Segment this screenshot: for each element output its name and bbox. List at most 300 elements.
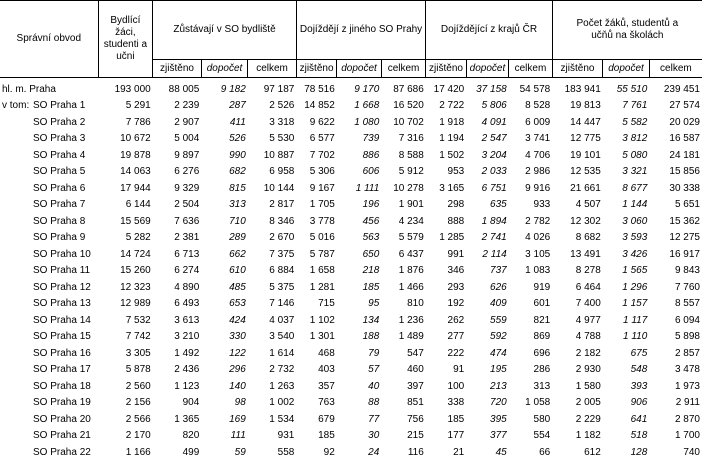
cell-value: 1 489 xyxy=(381,329,426,346)
subheader-calc: dopočet xyxy=(466,60,508,78)
header-commute-so: Dojíždějí z jiného SO Prahy xyxy=(296,1,425,60)
cell-value: 177 xyxy=(426,428,466,445)
cell-value: 5 582 xyxy=(603,115,650,132)
district-label xyxy=(0,78,98,99)
cell-value: 4 234 xyxy=(381,214,426,231)
subheader-total: celkem xyxy=(248,60,297,78)
cell-value: 1 117 xyxy=(603,313,650,330)
district-label xyxy=(0,313,98,330)
cell-value: 30 xyxy=(337,428,382,445)
cell-value: 2 504 xyxy=(153,197,202,214)
cell-value: 1 110 xyxy=(603,329,650,346)
cell-value: 4 507 xyxy=(552,197,603,214)
cell-value: 37 158 xyxy=(466,78,508,99)
table-row xyxy=(0,379,702,396)
cell-value: 2 986 xyxy=(509,164,553,181)
cell-value: 5 787 xyxy=(296,247,336,264)
cell-value: 338 xyxy=(426,395,466,412)
cell-value: 610 xyxy=(201,263,248,280)
table-row xyxy=(0,263,702,280)
cell-value: 3 305 xyxy=(98,346,153,363)
cell-value: 122 xyxy=(201,346,248,363)
district-name: SO Praha 17 xyxy=(33,364,91,375)
cell-value: 14 447 xyxy=(552,115,603,132)
cell-value: 289 xyxy=(201,230,248,247)
cell-value: 87 686 xyxy=(381,78,426,99)
cell-value: 675 xyxy=(603,346,650,363)
table-row xyxy=(0,181,702,198)
table-row xyxy=(0,313,702,330)
cell-value: 17 944 xyxy=(98,181,153,198)
cell-value: 1 705 xyxy=(296,197,336,214)
cell-value: 2 560 xyxy=(98,379,153,396)
cell-value: 2 741 xyxy=(466,230,508,247)
cell-value: 474 xyxy=(466,346,508,363)
cell-value: 1 111 xyxy=(337,181,382,198)
table-row xyxy=(0,247,702,264)
cell-value: 5 306 xyxy=(296,164,336,181)
district-label xyxy=(0,181,98,198)
cell-value: 888 xyxy=(426,214,466,231)
district-label xyxy=(0,115,98,132)
cell-value: 626 xyxy=(466,280,508,297)
cell-value: 5 291 xyxy=(98,98,153,115)
cell-value: 499 xyxy=(153,445,202,461)
table-row xyxy=(0,78,702,99)
cell-value: 851 xyxy=(381,395,426,412)
cell-value: 720 xyxy=(466,395,508,412)
cell-value: 2 033 xyxy=(466,164,508,181)
cell-value: 821 xyxy=(509,313,553,330)
cell-value: 1 466 xyxy=(381,280,426,297)
cell-value: 185 xyxy=(296,428,336,445)
district-label xyxy=(0,379,98,396)
cell-value: 1 296 xyxy=(603,280,650,297)
cell-value: 12 302 xyxy=(552,214,603,231)
cell-value: 14 063 xyxy=(98,164,153,181)
district-name: SO Praha 11 xyxy=(33,265,90,276)
cell-value: 7 702 xyxy=(296,148,336,165)
cell-value: 116 xyxy=(381,445,426,461)
district-label xyxy=(0,280,98,297)
cell-value: 6 276 xyxy=(153,164,202,181)
cell-value: 662 xyxy=(201,247,248,264)
cell-value: 15 569 xyxy=(98,214,153,231)
cell-value: 169 xyxy=(201,412,248,429)
cell-value: 886 xyxy=(337,148,382,165)
table-row xyxy=(0,148,702,165)
cell-value: 2 229 xyxy=(552,412,603,429)
cell-value: 3 060 xyxy=(603,214,650,231)
cell-value: 78 516 xyxy=(296,78,336,99)
cell-value: 15 260 xyxy=(98,263,153,280)
cell-value: 2 436 xyxy=(153,362,202,379)
cell-value: 4 037 xyxy=(248,313,297,330)
cell-value: 6 751 xyxy=(466,181,508,198)
cell-value: 612 xyxy=(552,445,603,461)
cell-value: 12 775 xyxy=(552,131,603,148)
cell-value: 30 338 xyxy=(649,181,702,198)
cell-value: 17 420 xyxy=(426,78,466,99)
cell-value: 8 528 xyxy=(509,98,553,115)
cell-value: 1 182 xyxy=(552,428,603,445)
cell-value: 580 xyxy=(509,412,553,429)
cell-value: 2 907 xyxy=(153,115,202,132)
cell-value: 5 912 xyxy=(381,164,426,181)
header-commute-region: Dojíždějící z krajů ČR xyxy=(426,1,552,60)
cell-value: 16 917 xyxy=(649,247,702,264)
subheader-found: zjištěno xyxy=(153,60,202,78)
cell-value: 79 xyxy=(337,346,382,363)
cell-value: 239 451 xyxy=(649,78,702,99)
cell-value: 13 491 xyxy=(552,247,603,264)
cell-value: 739 xyxy=(337,131,382,148)
district-name: SO Praha 13 xyxy=(33,298,91,309)
cell-value: 1 263 xyxy=(248,379,297,396)
cell-value: 330 xyxy=(201,329,248,346)
cell-value: 14 724 xyxy=(98,247,153,264)
table-row xyxy=(0,346,702,363)
district-name: SO Praha 19 xyxy=(33,397,91,408)
cell-value: 9 622 xyxy=(296,115,336,132)
cell-value: 1 492 xyxy=(153,346,202,363)
cell-value: 710 xyxy=(201,214,248,231)
cell-value: 456 xyxy=(337,214,382,231)
district-name: SO Praha 18 xyxy=(33,381,91,392)
district-name: SO Praha 21 xyxy=(33,430,91,441)
cell-value: 7 636 xyxy=(153,214,202,231)
header-students xyxy=(98,1,153,78)
cell-value: 518 xyxy=(603,428,650,445)
cell-value: 5 530 xyxy=(248,131,297,148)
cell-value: 6 884 xyxy=(248,263,297,280)
cell-value: 5 282 xyxy=(98,230,153,247)
district-name: SO Praha 14 xyxy=(33,315,91,326)
cell-value: 737 xyxy=(466,263,508,280)
cell-value: 2 670 xyxy=(248,230,297,247)
cell-value: 2 722 xyxy=(426,98,466,115)
subheader-calc: dopočet xyxy=(201,60,248,78)
cell-value: 54 578 xyxy=(509,78,553,99)
cell-value: 635 xyxy=(466,197,508,214)
cell-value: 8 557 xyxy=(649,296,702,313)
cell-value: 9 167 xyxy=(296,181,336,198)
cell-value: 91 xyxy=(426,362,466,379)
cell-value: 460 xyxy=(381,362,426,379)
cell-value: 55 510 xyxy=(603,78,650,99)
cell-value: 12 989 xyxy=(98,296,153,313)
cell-value: 10 672 xyxy=(98,131,153,148)
cell-value: 193 000 xyxy=(98,78,153,99)
district-label xyxy=(0,247,98,264)
header-total-count xyxy=(552,1,702,60)
cell-value: 2 930 xyxy=(552,362,603,379)
cell-value: 6 437 xyxy=(381,247,426,264)
cell-value: 10 278 xyxy=(381,181,426,198)
cell-value: 12 275 xyxy=(649,230,702,247)
cell-value: 213 xyxy=(466,379,508,396)
cell-value: 1 285 xyxy=(426,230,466,247)
cell-value: 185 xyxy=(426,412,466,429)
cell-value: 1 058 xyxy=(509,395,553,412)
cell-value: 185 xyxy=(337,280,382,297)
district-label xyxy=(0,131,98,148)
cell-value: 3 812 xyxy=(603,131,650,148)
cell-value: 1 083 xyxy=(509,263,553,280)
cell-value: 57 xyxy=(337,362,382,379)
cell-value: 6 094 xyxy=(649,313,702,330)
cell-value: 10 144 xyxy=(248,181,297,198)
cell-value: 2 381 xyxy=(153,230,202,247)
district-name: SO Praha 12 xyxy=(33,282,91,293)
subheader-total: celkem xyxy=(381,60,426,78)
cell-value: 3 741 xyxy=(509,131,553,148)
cell-value: 641 xyxy=(603,412,650,429)
cell-value: 5 375 xyxy=(248,280,297,297)
cell-value: 409 xyxy=(466,296,508,313)
district-label xyxy=(0,395,98,412)
cell-value: 7 375 xyxy=(248,247,297,264)
cell-value: 377 xyxy=(466,428,508,445)
cell-value: 2 732 xyxy=(248,362,297,379)
cell-value: 1 894 xyxy=(466,214,508,231)
table-row xyxy=(0,98,702,115)
cell-value: 2 870 xyxy=(649,412,702,429)
district-name: SO Praha 10 xyxy=(33,249,91,260)
cell-value: 7 400 xyxy=(552,296,603,313)
cell-value: 468 xyxy=(296,346,336,363)
cell-value: 6 493 xyxy=(153,296,202,313)
cell-value: 3 105 xyxy=(509,247,553,264)
cell-value: 5 878 xyxy=(98,362,153,379)
cell-value: 188 xyxy=(337,329,382,346)
table-row xyxy=(0,412,702,429)
cell-value: 424 xyxy=(201,313,248,330)
cell-value: 1 565 xyxy=(603,263,650,280)
cell-value: 547 xyxy=(381,346,426,363)
district-name: SO Praha 1 xyxy=(33,100,85,111)
cell-value: 2 182 xyxy=(552,346,603,363)
cell-value: 715 xyxy=(296,296,336,313)
cell-value: 7 760 xyxy=(649,280,702,297)
cell-value: 7 761 xyxy=(603,98,650,115)
cell-value: 66 xyxy=(509,445,553,461)
cell-value: 140 xyxy=(201,379,248,396)
district-name: SO Praha 4 xyxy=(33,150,85,161)
cell-value: 9 329 xyxy=(153,181,202,198)
cell-value: 1 901 xyxy=(381,197,426,214)
header-district: Správní obvod xyxy=(0,1,98,78)
cell-value: 1 236 xyxy=(381,313,426,330)
cell-value: 10 887 xyxy=(248,148,297,165)
cell-value: 411 xyxy=(201,115,248,132)
cell-value: 1 144 xyxy=(603,197,650,214)
cell-value: 8 346 xyxy=(248,214,297,231)
cell-value: 5 651 xyxy=(649,197,702,214)
district-label xyxy=(0,329,98,346)
district-label xyxy=(0,197,98,214)
cell-value: 98 xyxy=(201,395,248,412)
subheader-total: celkem xyxy=(509,60,553,78)
cell-value: 2 239 xyxy=(153,98,202,115)
district-name: SO Praha 7 xyxy=(33,199,85,210)
cell-value: 8 278 xyxy=(552,263,603,280)
cell-value: 1 658 xyxy=(296,263,336,280)
cell-value: 7 786 xyxy=(98,115,153,132)
cell-value: 286 xyxy=(509,362,553,379)
cell-value: 2 817 xyxy=(248,197,297,214)
cell-value: 19 878 xyxy=(98,148,153,165)
district-name: SO Praha 16 xyxy=(33,348,91,359)
cell-value: 3 593 xyxy=(603,230,650,247)
cell-value: 4 091 xyxy=(466,115,508,132)
cell-value: 6 144 xyxy=(98,197,153,214)
cell-value: 2 156 xyxy=(98,395,153,412)
cell-value: 933 xyxy=(509,197,553,214)
cell-value: 218 xyxy=(337,263,382,280)
table-row xyxy=(0,164,702,181)
header-total-count-text: Počet žáků, studentů a učňů na školách xyxy=(567,18,687,42)
table-row xyxy=(0,115,702,132)
cell-value: 5 806 xyxy=(466,98,508,115)
district-name: SO Praha 15 xyxy=(33,331,91,342)
cell-value: 2 170 xyxy=(98,428,153,445)
cell-value: 2 566 xyxy=(98,412,153,429)
table-row xyxy=(0,329,702,346)
cell-value: 3 613 xyxy=(153,313,202,330)
cell-value: 7 532 xyxy=(98,313,153,330)
cell-value: 403 xyxy=(296,362,336,379)
cell-value: 40 xyxy=(337,379,382,396)
cell-value: 59 xyxy=(201,445,248,461)
cell-value: 215 xyxy=(381,428,426,445)
cell-value: 19 813 xyxy=(552,98,603,115)
cell-value: 2 911 xyxy=(649,395,702,412)
district-name: SO Praha 20 xyxy=(33,414,91,425)
cell-value: 134 xyxy=(337,313,382,330)
cell-value: 3 426 xyxy=(603,247,650,264)
cell-value: 1 502 xyxy=(426,148,466,165)
header-stay: Zůstávají v SO bydliště xyxy=(153,1,297,60)
district-name: SO Praha 3 xyxy=(33,133,85,144)
cell-value: 526 xyxy=(201,131,248,148)
cell-value: 92 xyxy=(296,445,336,461)
cell-value: 5 579 xyxy=(381,230,426,247)
header-students-text: Bydlící žáci, studenti a učni xyxy=(103,15,147,63)
cell-value: 592 xyxy=(466,329,508,346)
cell-value: 1 157 xyxy=(603,296,650,313)
cell-value: 10 702 xyxy=(381,115,426,132)
cell-value: 1 194 xyxy=(426,131,466,148)
cell-value: 262 xyxy=(426,313,466,330)
cell-value: 128 xyxy=(603,445,650,461)
cell-value: 12 535 xyxy=(552,164,603,181)
cell-value: 5 080 xyxy=(603,148,650,165)
table-row xyxy=(0,197,702,214)
cell-value: 19 101 xyxy=(552,148,603,165)
cell-value: 97 187 xyxy=(248,78,297,99)
cell-value: 296 xyxy=(201,362,248,379)
cell-value: 14 852 xyxy=(296,98,336,115)
district-label xyxy=(0,412,98,429)
cell-value: 919 xyxy=(509,280,553,297)
district-label xyxy=(0,214,98,231)
district-name: SO Praha 22 xyxy=(33,447,91,458)
district-name: SO Praha 5 xyxy=(33,166,85,177)
district-label xyxy=(0,164,98,181)
cell-value: 820 xyxy=(153,428,202,445)
table-row xyxy=(0,230,702,247)
cell-value: 357 xyxy=(296,379,336,396)
cell-value: 869 xyxy=(509,329,553,346)
district-label xyxy=(0,148,98,165)
cell-value: 682 xyxy=(201,164,248,181)
cell-value: 15 362 xyxy=(649,214,702,231)
cell-value: 1 080 xyxy=(337,115,382,132)
cell-value: 953 xyxy=(426,164,466,181)
district-label xyxy=(0,296,98,313)
district-name: SO Praha 8 xyxy=(33,216,85,227)
cell-value: 88 xyxy=(337,395,382,412)
cell-value: 9 182 xyxy=(201,78,248,99)
cell-value: 810 xyxy=(381,296,426,313)
table-row xyxy=(0,362,702,379)
district-label xyxy=(0,98,98,115)
cell-value: 4 977 xyxy=(552,313,603,330)
district-label xyxy=(0,230,98,247)
subheader-calc: dopočet xyxy=(337,60,382,78)
cell-value: 653 xyxy=(201,296,248,313)
cell-value: 27 574 xyxy=(649,98,702,115)
cell-value: 1 534 xyxy=(248,412,297,429)
cell-value: 990 xyxy=(201,148,248,165)
table-row xyxy=(0,131,702,148)
cell-value: 6 577 xyxy=(296,131,336,148)
cell-value: 3 778 xyxy=(296,214,336,231)
cell-value: 8 682 xyxy=(552,230,603,247)
district-name: SO Praha 2 xyxy=(33,117,85,128)
cell-value: 9 170 xyxy=(337,78,382,99)
cell-value: 548 xyxy=(603,362,650,379)
cell-value: 196 xyxy=(337,197,382,214)
cell-value: 183 941 xyxy=(552,78,603,99)
cell-value: 9 916 xyxy=(509,181,553,198)
subheader-found: zjištěno xyxy=(552,60,603,78)
cell-value: 195 xyxy=(466,362,508,379)
cell-value: 1 365 xyxy=(153,412,202,429)
table-row xyxy=(0,428,702,445)
cell-value: 1 123 xyxy=(153,379,202,396)
cell-value: 24 xyxy=(337,445,382,461)
cell-value: 313 xyxy=(201,197,248,214)
cell-value: 3 478 xyxy=(649,362,702,379)
cell-value: 904 xyxy=(153,395,202,412)
cell-value: 8 588 xyxy=(381,148,426,165)
cell-value: 1 700 xyxy=(649,428,702,445)
cell-value: 558 xyxy=(248,445,297,461)
cell-value: 679 xyxy=(296,412,336,429)
cell-value: 6 274 xyxy=(153,263,202,280)
district-name: SO Praha 6 xyxy=(33,183,85,194)
cell-value: 1 002 xyxy=(248,395,297,412)
table-body xyxy=(0,78,702,461)
cell-value: 77 xyxy=(337,412,382,429)
cell-value: 1 668 xyxy=(337,98,382,115)
cell-value: 346 xyxy=(426,263,466,280)
cell-value: 313 xyxy=(509,379,553,396)
cell-value: 906 xyxy=(603,395,650,412)
cell-value: 8 677 xyxy=(603,181,650,198)
